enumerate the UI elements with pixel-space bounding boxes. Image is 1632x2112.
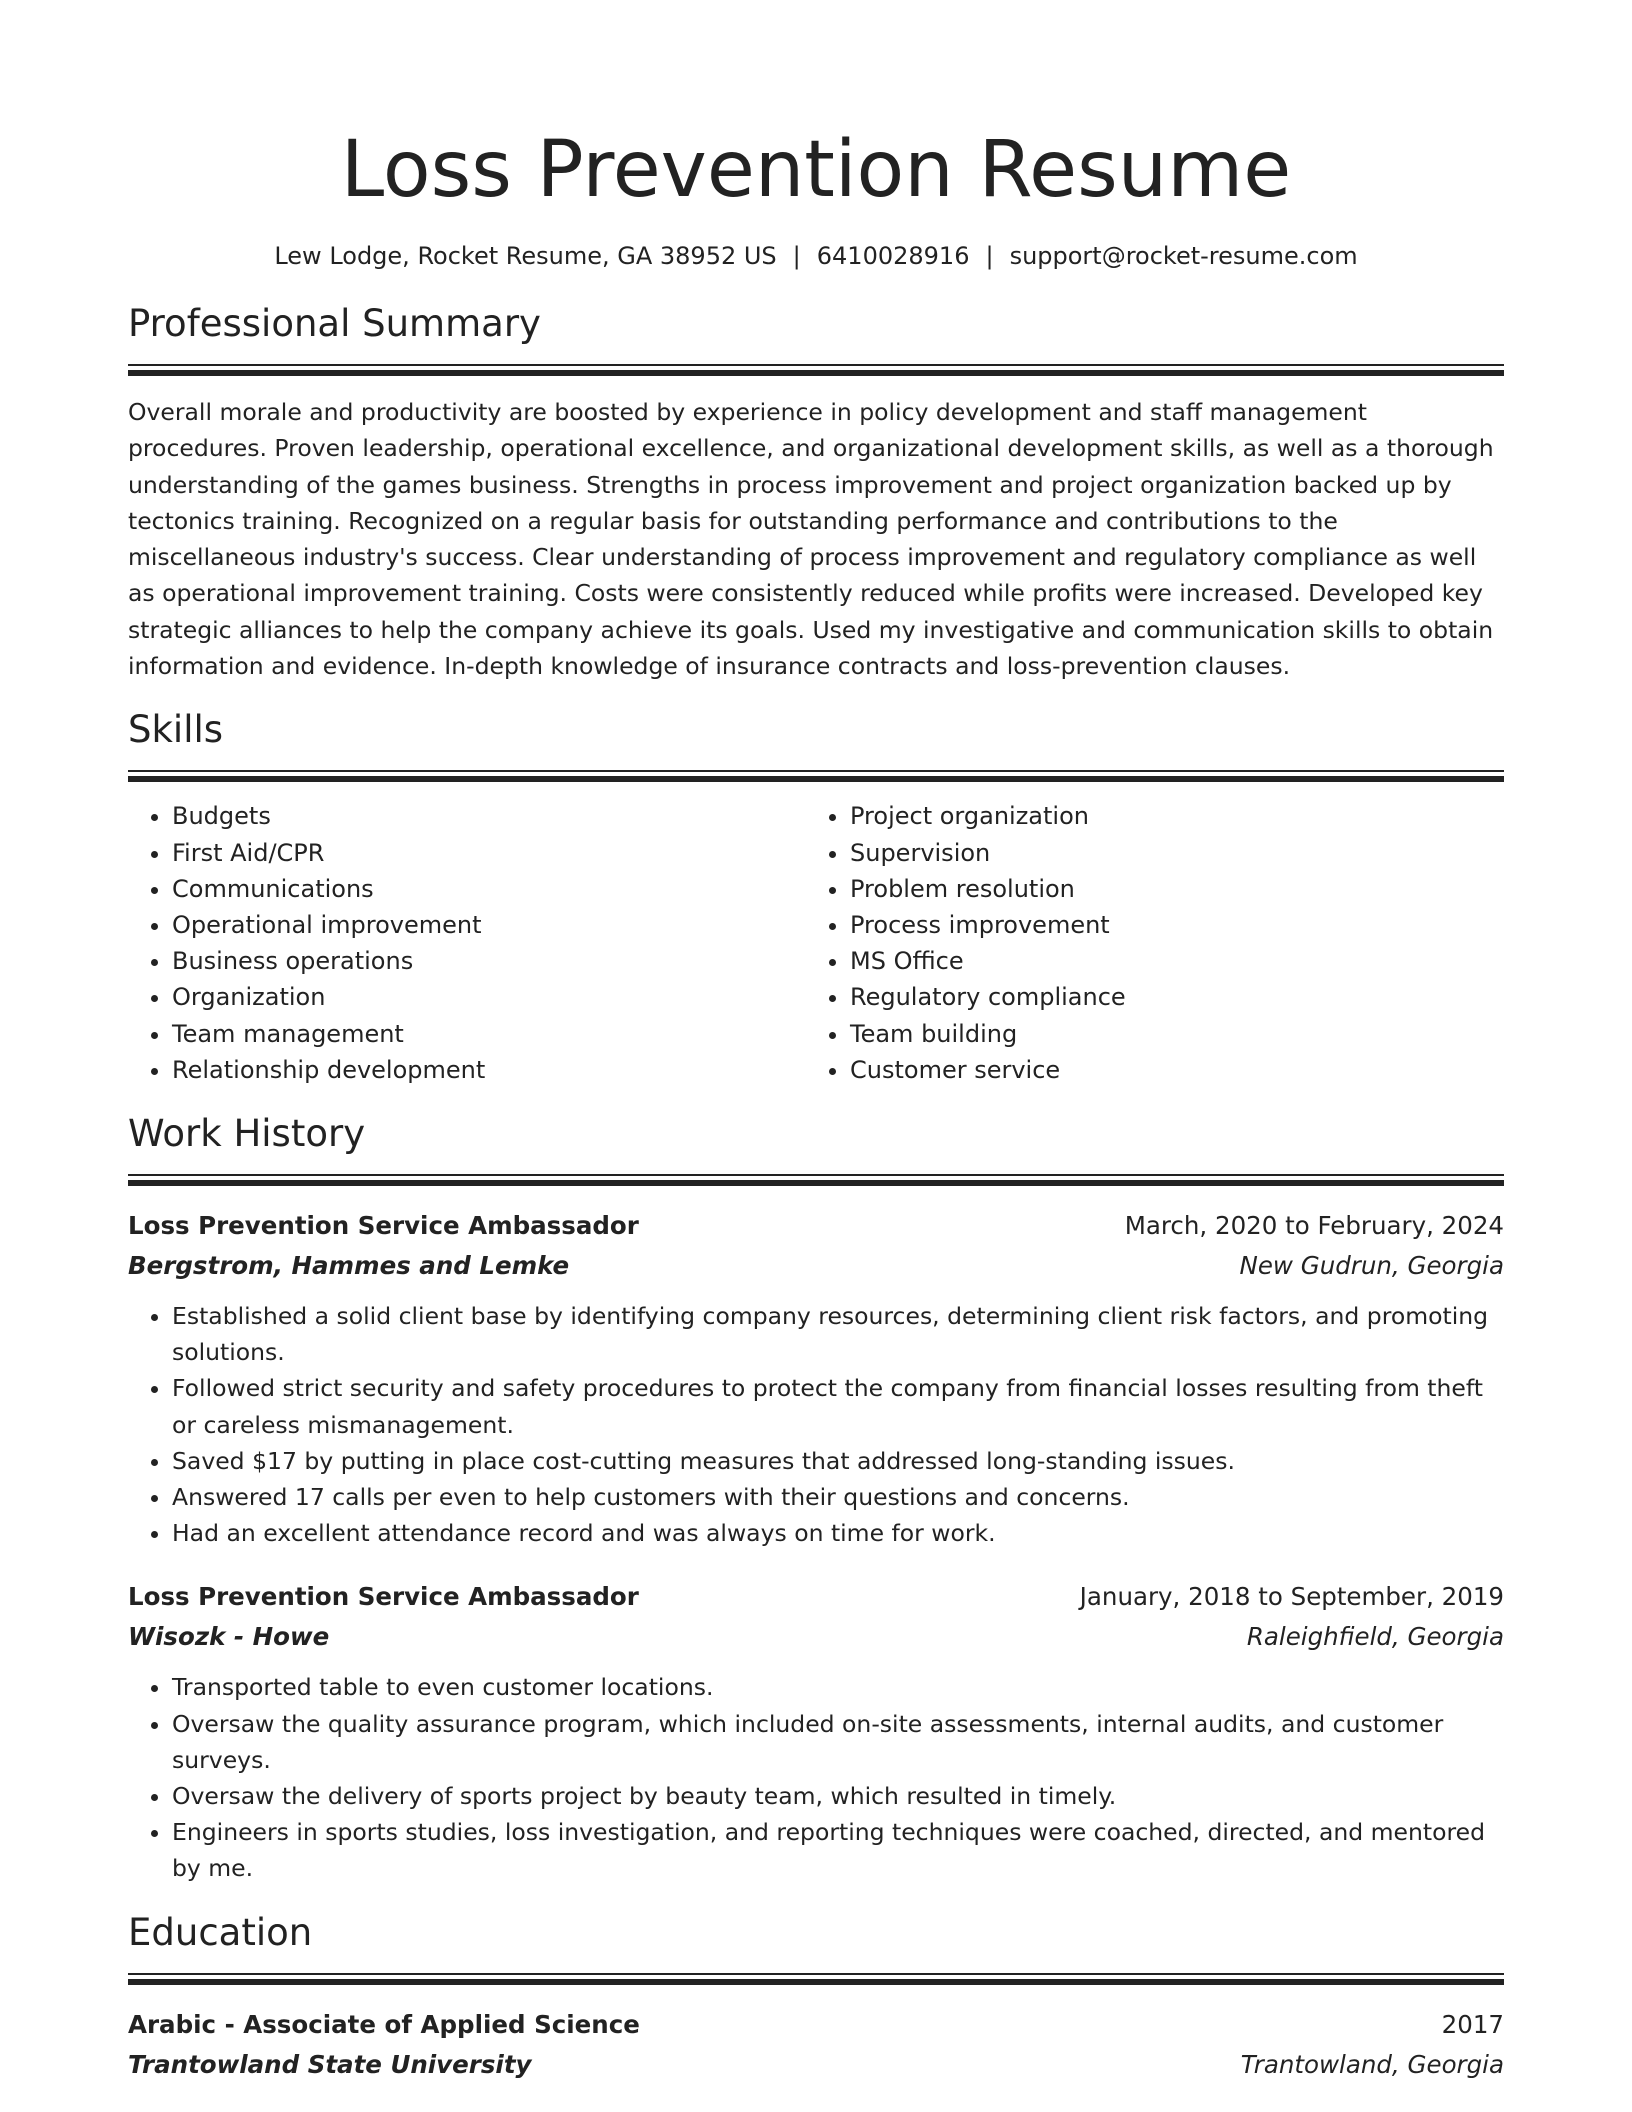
skills-heading: Skills [128, 708, 224, 752]
section-divider [128, 770, 1504, 782]
education-school-row [128, 2045, 1504, 2085]
summary-section [128, 300, 1504, 684]
education-school: Trantowland State University [128, 2049, 532, 2079]
job-bullet: • Answered 17 calls per even to help customers with their questions and concerns. [172, 1479, 1504, 1515]
job-bullet: • Followed strict security and safety procedures to protect the company from financial losses resulting from theft or careless mismanagement. [172, 1370, 1504, 1442]
job-company: Bergstrom, Hammes and Lemke [128, 1251, 570, 1280]
skill-item: • Relationship development [172, 1052, 806, 1088]
skill-item: • Regulatory compliance [850, 979, 1484, 1015]
education-degree: Arabic - Associate of Applied Science [128, 2009, 640, 2039]
skills-section [128, 706, 1504, 1088]
skill-item: • Team management [172, 1016, 806, 1052]
resume-title: Loss Prevention Resume [340, 125, 1292, 215]
job-bullet: • Engineers in sports studies, loss investigation, and reporting techniques were coached, directed, and mentored by me. [172, 1814, 1504, 1886]
summary-text: Overall morale and productivity are boosted by experience in policy development and staff management procedures. Proven leadership, operational excellence, and organizational development skills, as well as a thorough understanding of the games business. Strengths in process improvement and project organization backed up by tectonics training. Recognized on a regular basis for outstanding performance and contributions to the miscellaneous industry's success. Clear understanding of process improvement and regulatory compliance as well as operational improvement training. Costs were consistently reduced while profits were increased. Developed key strategic alliances to help the company achieve its goals. Used my investigative and communication skills to obtain information and evidence. In-depth knowledge of insurance contracts and loss-prevention clauses. [128, 398, 1494, 681]
contact-email[interactable]: support@rocket-resume.com [1009, 242, 1358, 270]
skills-list-right [806, 798, 1484, 1088]
section-divider [128, 364, 1504, 376]
section-divider [128, 1973, 1504, 1985]
work-section [128, 1110, 1504, 1887]
job-bullet: • Oversaw the delivery of sports project by beauty team, which resulted in timely. [172, 1778, 1504, 1814]
job-location: Raleighfield, Georgia [1246, 1622, 1504, 1652]
job-dates: March, 2020 to February, 2024 [1124, 1211, 1504, 1240]
job-bullets [128, 1669, 1504, 1886]
skills-grid [128, 798, 1504, 1088]
job-location: New Gudrun, Georgia [1239, 1251, 1504, 1280]
skill-item: • First Aid/CPR [172, 835, 806, 871]
job-company: Wisozk - Howe [128, 1622, 330, 1652]
skill-item: • Budgets [172, 798, 806, 834]
education-header-row [128, 2005, 1504, 2045]
job-bullet: • Saved $17 by putting in place cost-cutting measures that addressed long-standing issues. [172, 1443, 1504, 1479]
skill-item: • Supervision [850, 835, 1484, 871]
job-header-row [128, 1577, 1504, 1617]
contact-line [128, 240, 1504, 272]
skill-item: • MS Office [850, 943, 1484, 979]
job-company-row [128, 1617, 1504, 1657]
section-divider [128, 1174, 1504, 1186]
job-entry [128, 1206, 1504, 1551]
job-title: Loss Prevention Service Ambassador [128, 1211, 639, 1240]
summary-heading: Professional Summary [128, 302, 541, 345]
skills-list-left [128, 798, 806, 1088]
work-heading: Work History [128, 1112, 366, 1155]
education-location: Trantowland, Georgia [1240, 2049, 1504, 2079]
skill-item: • Operational improvement [172, 907, 806, 943]
job-title: Loss Prevention Service Ambassador [128, 1582, 639, 1612]
skill-item: • Customer service [850, 1052, 1484, 1088]
job-company-row [128, 1246, 1504, 1286]
job-bullet: • Had an excellent attendance record and was always on time for work. [172, 1515, 1504, 1551]
skill-item: • Organization [172, 979, 806, 1015]
contact-separator: | [985, 242, 994, 270]
job-bullet: • Established a solid client base by identifying company resources, determining client risk factors, and promoting solutions. [172, 1298, 1504, 1370]
skill-item: • Team building [850, 1016, 1484, 1052]
contact-address: Lew Lodge, Rocket Resume, GA 38952 US [274, 242, 777, 270]
education-section [128, 1909, 1504, 2085]
education-entry [128, 2005, 1504, 2085]
job-dates: January, 2018 to September, 2019 [1079, 1582, 1504, 1612]
skill-item: • Process improvement [850, 907, 1484, 943]
job-entry [128, 1577, 1504, 1886]
skill-item: • Business operations [172, 943, 806, 979]
job-bullets [128, 1298, 1504, 1551]
job-bullet: • Transported table to even customer locations. [172, 1669, 1504, 1705]
job-header-row [128, 1206, 1504, 1246]
skill-item: • Communications [172, 871, 806, 907]
education-year: 2017 [1441, 2009, 1504, 2039]
contact-separator: | [792, 242, 801, 270]
contact-phone: 6410028916 [816, 242, 970, 270]
skill-item: • Project organization [850, 798, 1484, 834]
education-heading: Education [128, 1910, 313, 1954]
skill-item: • Problem resolution [850, 871, 1484, 907]
job-bullet: • Oversaw the quality assurance program, which included on-site assessments, internal audits, and customer surveys. [172, 1706, 1504, 1778]
